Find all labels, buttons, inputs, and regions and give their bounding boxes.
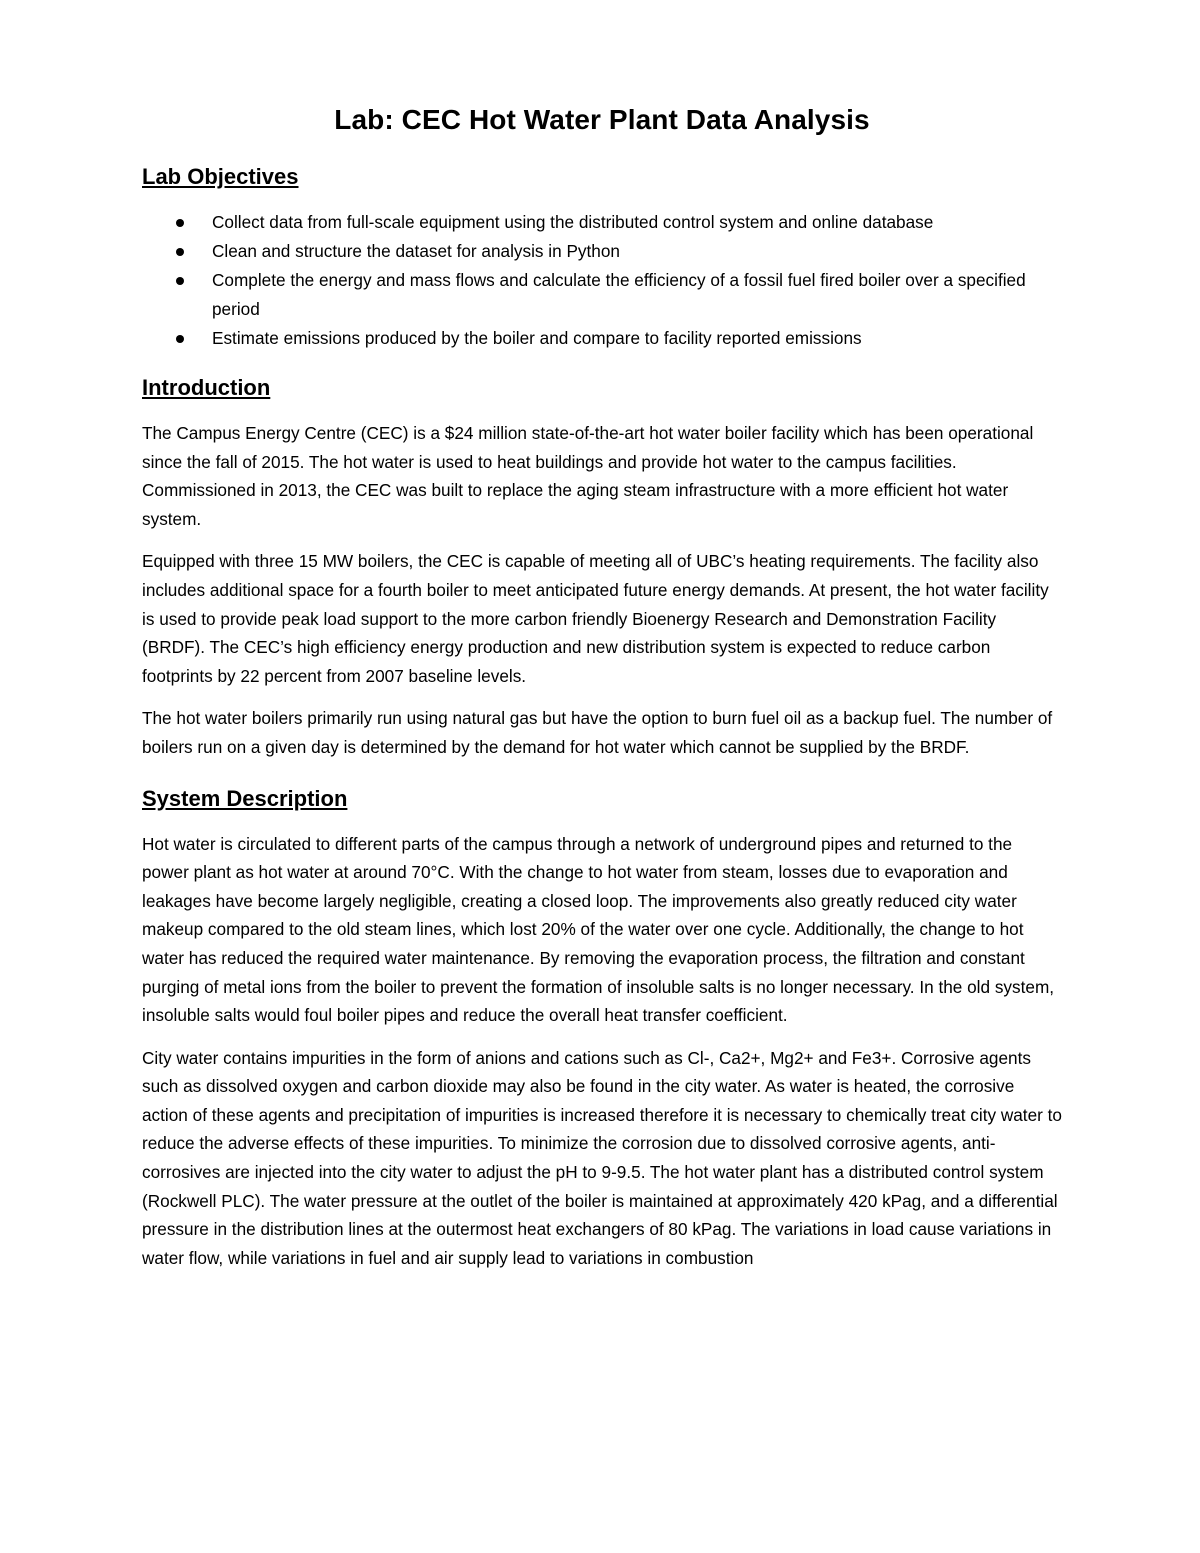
objective-text: Complete the energy and mass flows and calculate the efficiency of a fossil fuel fired boiler over a specified period: [212, 270, 1026, 319]
bullet-icon: [176, 248, 184, 256]
objective-item: [142, 324, 1062, 353]
objective-text: Estimate emissions produced by the boiler and compare to facility reported emissions: [212, 328, 862, 348]
objective-item: [142, 208, 1062, 237]
objective-item: [142, 237, 1062, 266]
introduction-paragraph: The Campus Energy Centre (CEC) is a $24 million state-of-the-art hot water boiler facility which has been operational since the fall of 2015. The hot water is used to heat buildings and provide hot water to the campus facilities. Commissioned in 2013, the CEC was built to replace the aging steam infrastructure with a more efficient hot water system.: [142, 423, 1034, 529]
objective-text: Collect data from full-scale equipment using the distributed control system and online database: [212, 212, 934, 232]
system-description-heading: System Description: [142, 785, 348, 811]
bullet-icon: [176, 277, 184, 285]
objective-item: [142, 266, 1062, 324]
introduction-heading: Introduction: [142, 375, 271, 400]
objectives-heading: Lab Objectives: [142, 164, 299, 189]
system-description-paragraph: Hot water is circulated to different parts of the campus through a network of underground pipes and returned to the power plant as hot water at around 70°C. With the change to hot water from steam, losses due to evaporation and leakages have become largely negligible, creating a closed loop. The improvements also greatly reduced city water makeup compared to the old steam lines, which lost 20% of the water over one cycle. Additionally, the change to hot water has reduced the required water maintenance. By removing the evaporation process, the filtration and constant purging of metal ions from the boiler to prevent the formation of insoluble salts is no longer necessary. In the old system, insoluble salts would foul boiler pipes and reduce the overall heat transfer coefficient.: [142, 833, 1055, 1026]
document-page: [142, 100, 1062, 1286]
introduction-paragraph: Equipped with three 15 MW boilers, the CEC is capable of meeting all of UBC’s heating requirements. The facility also includes additional space for a fourth boiler to meet anticipated future energy demands. At present, the hot water facility is used to provide peak load support to the more carbon friendly Bioenergy Research and Demonstration Facility (BRDF). The CEC’s high efficiency energy production and new distribution system is expected to reduce carbon footprints by 22 percent from 2007 baseline levels.: [142, 551, 1049, 686]
bullet-icon: [176, 219, 184, 227]
bullet-icon: [176, 335, 184, 343]
document-title: Lab: CEC Hot Water Plant Data Analysis: [334, 104, 870, 135]
objective-text: Clean and structure the dataset for analysis in Python: [212, 241, 620, 261]
system-description-paragraph: City water contains impurities in the form of anions and cations such as Cl-, Ca2+, Mg2+ and Fe3+. Corrosive agents such as dissolved oxygen and carbon dioxide may also be found in the city water. As water is heated, the corrosive action of these agents and precipitation of impurities is increased therefore it is necessary to chemically treat city water to reduce the adverse effects of these impurities. To minimize the corrosion due to dissolved corrosive agents, anti-corrosives are injected into the city water to adjust the pH to 9-9.5. The hot water plant has a distributed control system (Rockwell PLC). The water pressure at the outlet of the boiler is maintained at approximately 420 kPag, and a differential pressure in the distribution lines at the outermost heat exchangers of 80 kPag. The variations in load cause variations in water flow, while variations in fuel and air supply lead to variations in combustion: [142, 1047, 1062, 1268]
objectives-list: [142, 208, 1062, 353]
introduction-paragraph: The hot water boilers primarily run using natural gas but have the option to burn fuel oil as a backup fuel. The number of boilers run on a given day is determined by the demand for hot water which cannot be supplied by the BRDF.: [142, 708, 1053, 757]
